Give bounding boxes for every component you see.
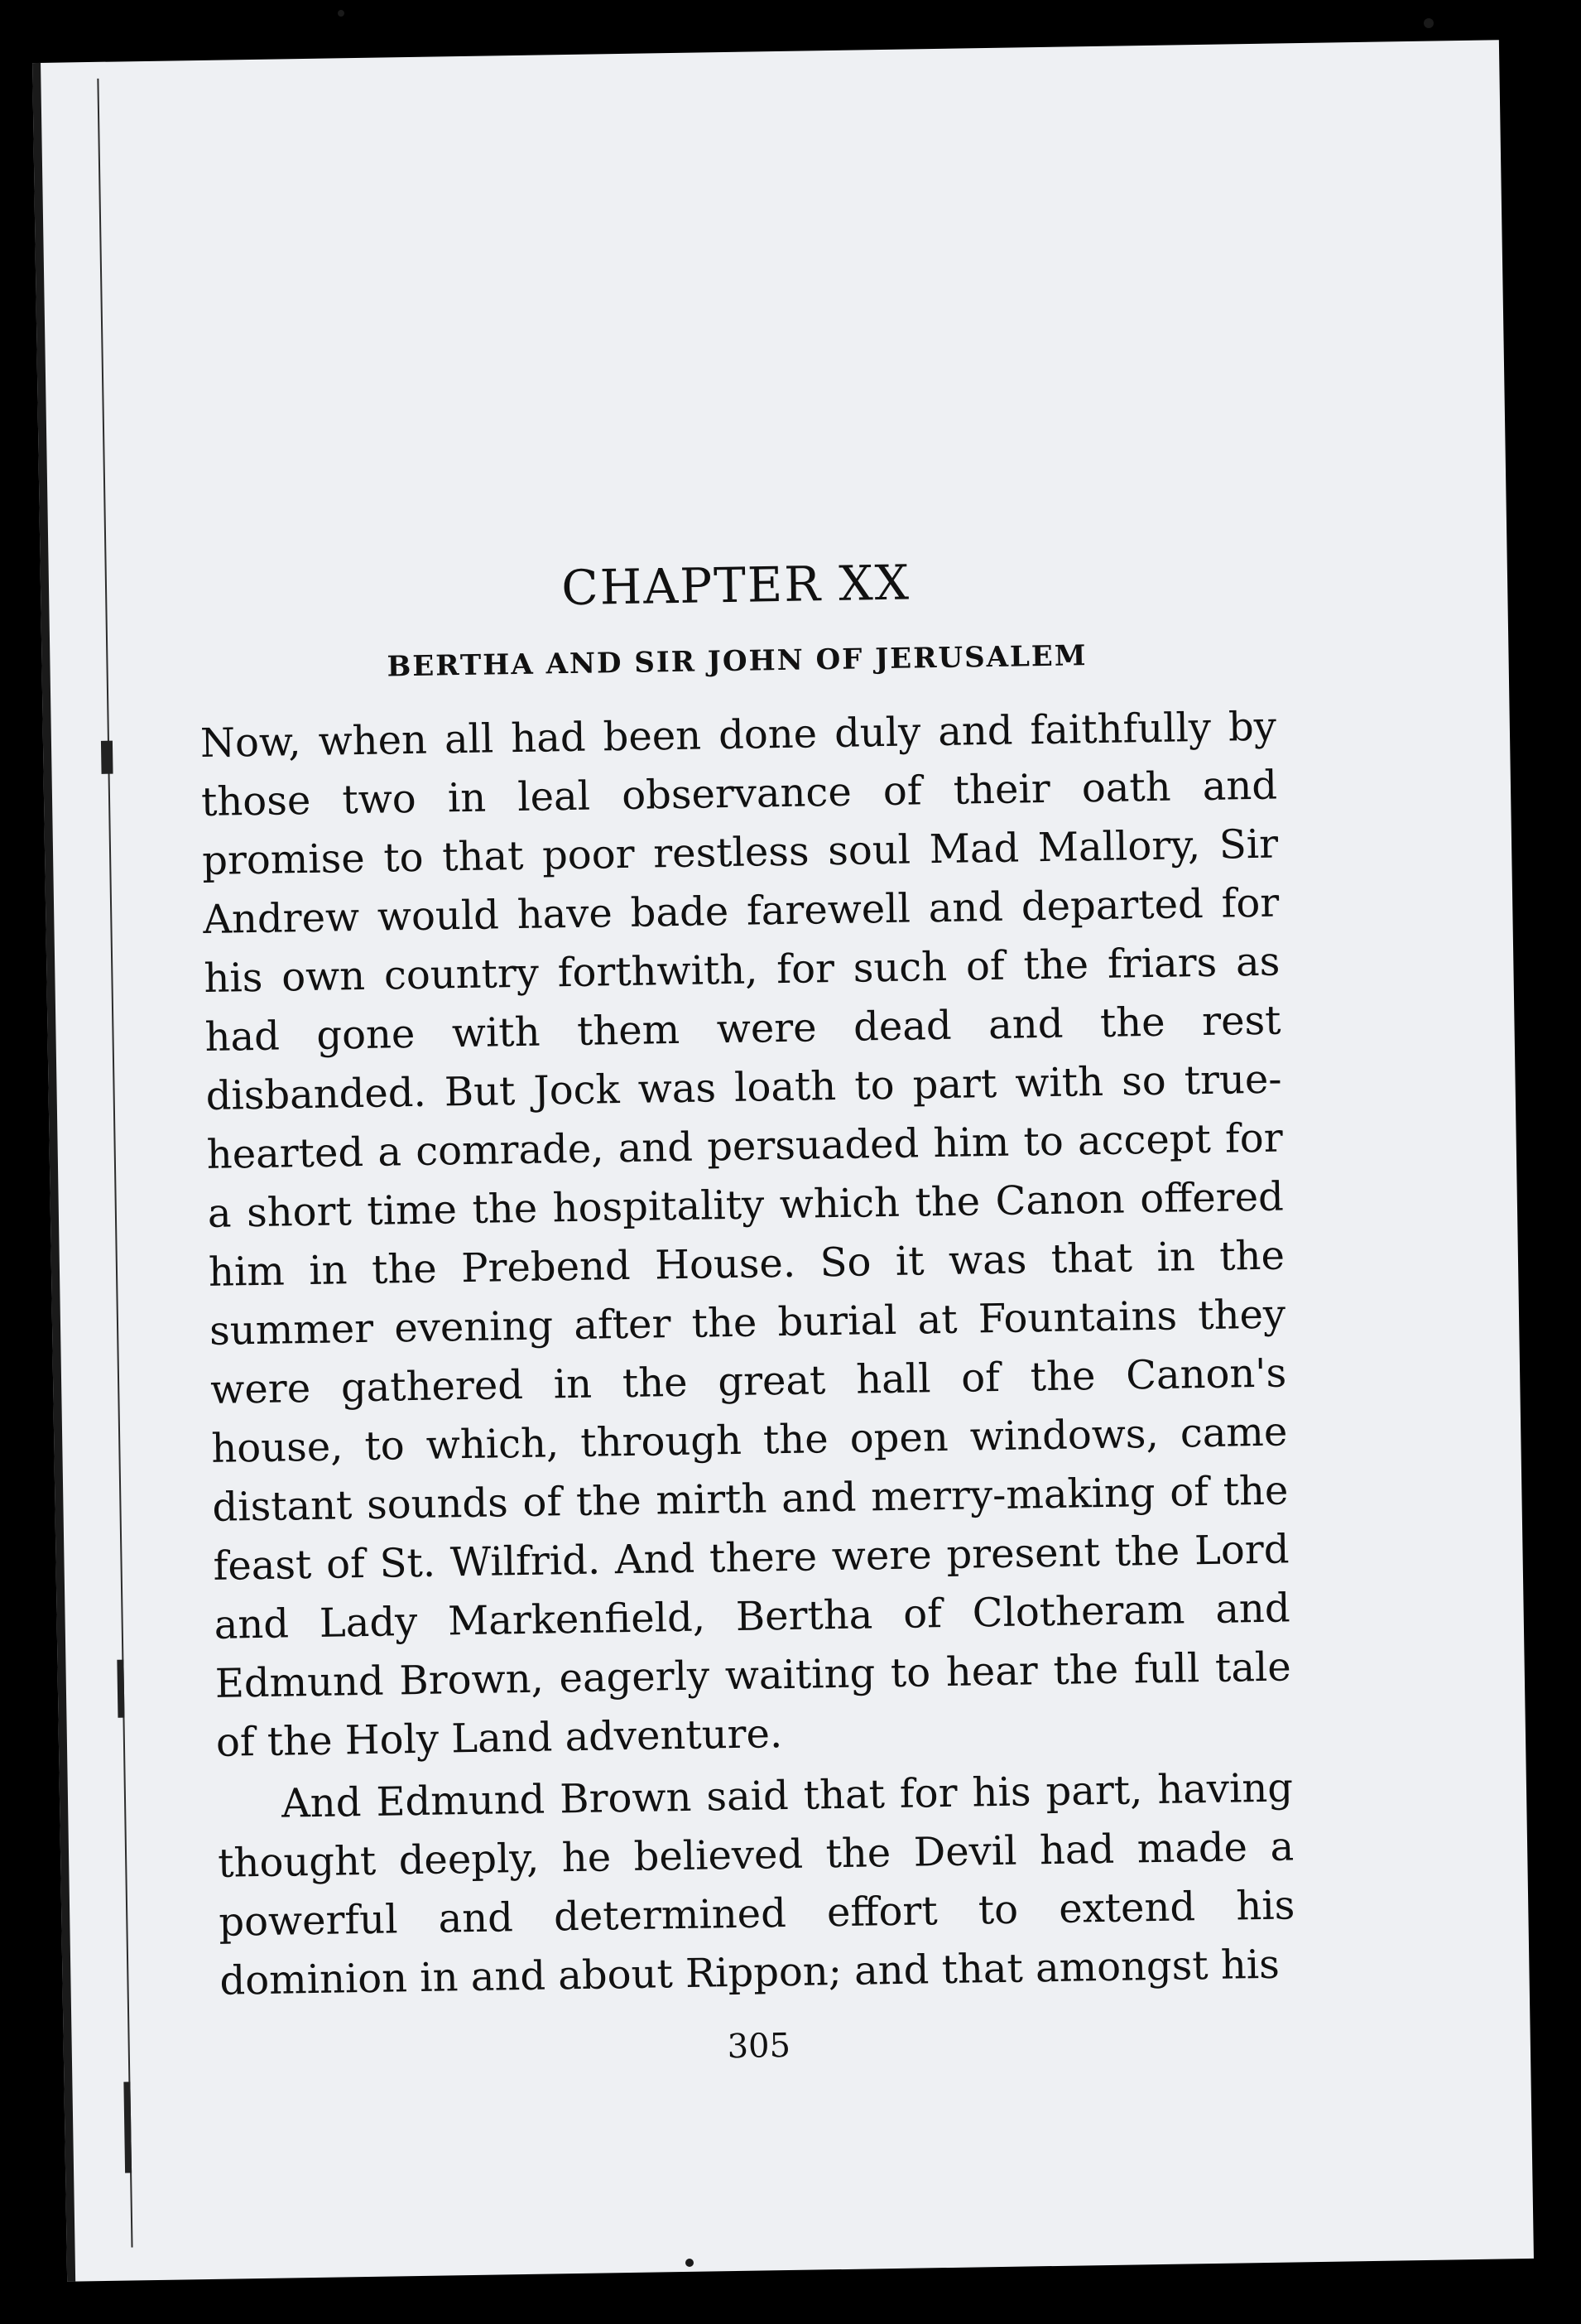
scan-speck xyxy=(1424,18,1434,28)
book-page xyxy=(32,40,1534,2282)
binding-gutter-line xyxy=(97,79,132,2248)
binding-mark xyxy=(117,1660,124,1718)
body-paragraph: And Edmund Brown said that for his part, having thought deeply, he believed the Devil had made a powerful and determined effort to extend his dominion in and about Rippon; and that amongst his xyxy=(217,1764,1295,2004)
binding-mark xyxy=(101,741,113,774)
page-number: 305 xyxy=(727,2026,791,2067)
chapter-subtitle: BERTHA AND SIR JOHN OF JERUSALEM xyxy=(387,639,1088,684)
page-edge-shadow xyxy=(32,63,75,2282)
page-content xyxy=(198,549,1297,2074)
binding-mark xyxy=(123,2082,132,2173)
scan-speck xyxy=(685,2259,694,2267)
scan-speck xyxy=(338,10,344,17)
chapter-title: CHAPTER XX xyxy=(560,554,911,617)
body-paragraph: Now, when all had been done duly and faithfully by those two in leal observance of their oath and promise to that poor restless soul Mad Mallory, Sir Andrew would have bade farewell and departed for his own country forthwith, for such of the friars as had gone with them were dead and the rest disbanded. But Jock was loath to part with so true-hearted a comrade, and persuaded him to accept for a short time the hospitality which the Canon offered him in the Prebend House. So it was that in the summer evening after the burial at Fountains they were gathered in the great hall of the Canon's house, to which, through the open windows, came distant sounds of the mirth and merry-making of the feast of St. Wilfrid. And there were present the Lord and Lady Markenfield, Bertha of Clotheram and Edmund Brown, eagerly waiting to hear the full tale of the Holy Land adventure. xyxy=(199,703,1292,1766)
